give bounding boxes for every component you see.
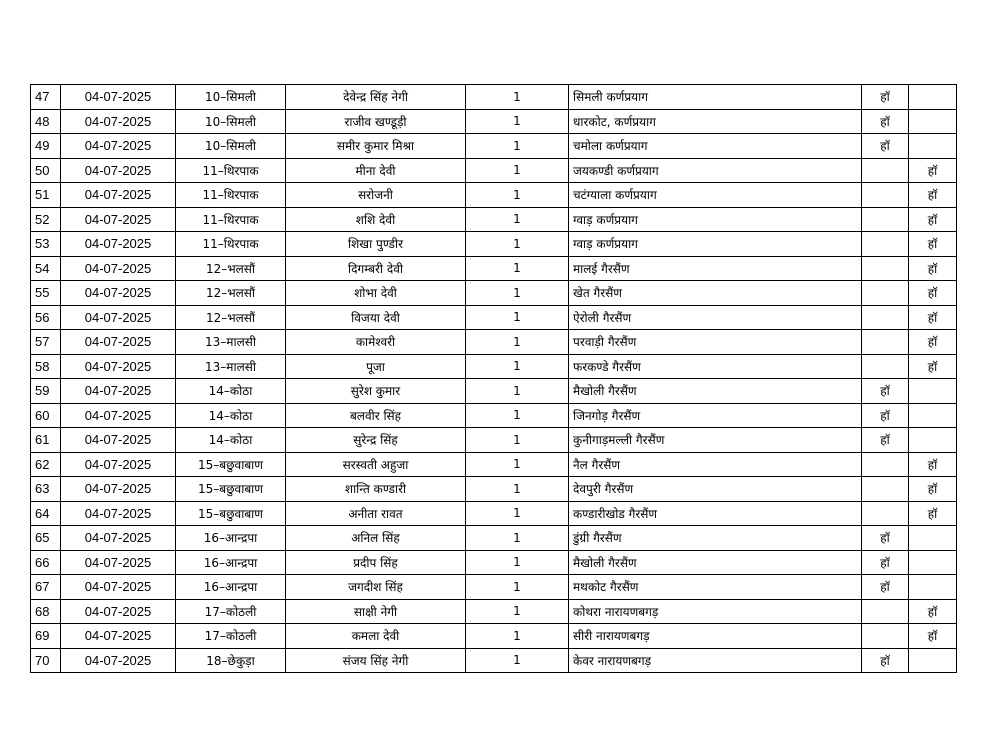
person-name-cell: सरोजनी [286, 183, 466, 208]
date-cell: 04-07-2025 [61, 624, 176, 649]
date-cell: 04-07-2025 [61, 428, 176, 453]
table-row [31, 599, 957, 624]
serial-number-cell: 54 [31, 256, 61, 281]
count-cell: 1 [466, 501, 569, 526]
person-name-cell: मीना देवी [286, 158, 466, 183]
date-cell: 04-07-2025 [61, 85, 176, 110]
yes-column-1-cell: हॉ [862, 379, 909, 404]
yes-column-2-cell [909, 648, 957, 673]
date-cell: 04-07-2025 [61, 256, 176, 281]
yes-column-1-cell: हॉ [862, 526, 909, 551]
date-cell: 04-07-2025 [61, 575, 176, 600]
count-cell: 1 [466, 109, 569, 134]
date-cell: 04-07-2025 [61, 648, 176, 673]
serial-number-cell: 65 [31, 526, 61, 551]
yes-column-1-cell [862, 207, 909, 232]
table-row [31, 501, 957, 526]
date-cell: 04-07-2025 [61, 232, 176, 257]
location-cell: खेत गैरसैंण [569, 281, 862, 306]
yes-column-1-cell [862, 477, 909, 502]
yes-column-2-cell [909, 575, 957, 600]
records-table-body [31, 85, 957, 673]
yes-column-1-cell [862, 354, 909, 379]
person-name-cell: देवेन्द्र सिंह नेगी [286, 85, 466, 110]
yes-column-2-cell [909, 85, 957, 110]
person-name-cell: प्रदीप सिंह [286, 550, 466, 575]
booth-cell: 17–कोठली [176, 599, 286, 624]
count-cell: 1 [466, 134, 569, 159]
person-name-cell: कमला देवी [286, 624, 466, 649]
person-name-cell: समीर कुमार मिश्रा [286, 134, 466, 159]
yes-column-1-cell [862, 158, 909, 183]
booth-cell: 14–कोठा [176, 379, 286, 404]
yes-column-1-cell: हॉ [862, 403, 909, 428]
person-name-cell: शोभा देवी [286, 281, 466, 306]
count-cell: 1 [466, 379, 569, 404]
yes-column-2-cell: हॉ [909, 232, 957, 257]
person-name-cell: संजय सिंह नेगी [286, 648, 466, 673]
count-cell: 1 [466, 354, 569, 379]
yes-column-1-cell: हॉ [862, 550, 909, 575]
yes-column-2-cell: हॉ [909, 183, 957, 208]
location-cell: केवर नारायणबगड़ [569, 648, 862, 673]
booth-cell: 15–बछुवाबाण [176, 452, 286, 477]
table-row [31, 428, 957, 453]
count-cell: 1 [466, 575, 569, 600]
serial-number-cell: 70 [31, 648, 61, 673]
booth-cell: 11–थिरपाक [176, 207, 286, 232]
serial-number-cell: 50 [31, 158, 61, 183]
date-cell: 04-07-2025 [61, 207, 176, 232]
booth-cell: 16–आन्द्रपा [176, 575, 286, 600]
person-name-cell: विजया देवी [286, 305, 466, 330]
location-cell: मथकोट गैरसैंण [569, 575, 862, 600]
location-cell: ग्वाड़ कर्णप्रयाग [569, 232, 862, 257]
yes-column-2-cell: हॉ [909, 256, 957, 281]
table-row [31, 550, 957, 575]
location-cell: जयकण्डी कर्णप्रयाग [569, 158, 862, 183]
date-cell: 04-07-2025 [61, 452, 176, 477]
serial-number-cell: 53 [31, 232, 61, 257]
location-cell: परवाड़ी गैरसैंण [569, 330, 862, 355]
table-row [31, 330, 957, 355]
count-cell: 1 [466, 599, 569, 624]
date-cell: 04-07-2025 [61, 330, 176, 355]
table-row [31, 109, 957, 134]
date-cell: 04-07-2025 [61, 403, 176, 428]
yes-column-2-cell: हॉ [909, 158, 957, 183]
person-name-cell: बलवीर सिंह [286, 403, 466, 428]
yes-column-1-cell [862, 232, 909, 257]
location-cell: नैल गैरसैंण [569, 452, 862, 477]
location-cell: मालई गैरसैंण [569, 256, 862, 281]
count-cell: 1 [466, 232, 569, 257]
yes-column-1-cell [862, 305, 909, 330]
yes-column-2-cell [909, 526, 957, 551]
date-cell: 04-07-2025 [61, 305, 176, 330]
table-row [31, 452, 957, 477]
serial-number-cell: 67 [31, 575, 61, 600]
booth-cell: 15–बछुवाबाण [176, 501, 286, 526]
records-table [30, 84, 957, 673]
yes-column-2-cell [909, 379, 957, 404]
yes-column-1-cell: हॉ [862, 575, 909, 600]
date-cell: 04-07-2025 [61, 134, 176, 159]
serial-number-cell: 56 [31, 305, 61, 330]
yes-column-2-cell: हॉ [909, 330, 957, 355]
yes-column-1-cell [862, 501, 909, 526]
yes-column-1-cell: हॉ [862, 134, 909, 159]
person-name-cell: शिखा पुण्डीर [286, 232, 466, 257]
table-row [31, 354, 957, 379]
yes-column-1-cell [862, 183, 909, 208]
location-cell: ऐरोली गैरसैंण [569, 305, 862, 330]
booth-cell: 12–भलसौं [176, 281, 286, 306]
date-cell: 04-07-2025 [61, 281, 176, 306]
date-cell: 04-07-2025 [61, 526, 176, 551]
count-cell: 1 [466, 330, 569, 355]
table-row [31, 281, 957, 306]
table-row [31, 134, 957, 159]
booth-cell: 18–छेकुड़ा [176, 648, 286, 673]
table-row [31, 624, 957, 649]
person-name-cell: राजीव खण्डूड़ी [286, 109, 466, 134]
serial-number-cell: 60 [31, 403, 61, 428]
location-cell: डुंग्री गैरसैंण [569, 526, 862, 551]
location-cell: कोथरा नारायणबगड़ [569, 599, 862, 624]
person-name-cell: सुरेन्द्र सिंह [286, 428, 466, 453]
location-cell: सीरी नारायणबगड़ [569, 624, 862, 649]
count-cell: 1 [466, 648, 569, 673]
table-row [31, 477, 957, 502]
yes-column-2-cell [909, 109, 957, 134]
booth-cell: 12–भलसौं [176, 256, 286, 281]
location-cell: कुनीगाड़मल्ली गैरसैंण [569, 428, 862, 453]
location-cell: धारकोट, कर्णप्रयाग [569, 109, 862, 134]
serial-number-cell: 49 [31, 134, 61, 159]
booth-cell: 14–कोठा [176, 428, 286, 453]
yes-column-1-cell: हॉ [862, 428, 909, 453]
yes-column-1-cell: हॉ [862, 109, 909, 134]
booth-cell: 14–कोठा [176, 403, 286, 428]
table-row [31, 158, 957, 183]
person-name-cell: जगदीश सिंह [286, 575, 466, 600]
yes-column-2-cell [909, 403, 957, 428]
person-name-cell: सरस्वती अहुजा [286, 452, 466, 477]
date-cell: 04-07-2025 [61, 379, 176, 404]
yes-column-2-cell [909, 134, 957, 159]
yes-column-2-cell: हॉ [909, 477, 957, 502]
booth-cell: 15–बछुवाबाण [176, 477, 286, 502]
yes-column-2-cell [909, 428, 957, 453]
yes-column-1-cell [862, 599, 909, 624]
location-cell: सिमली कर्णप्रयाग [569, 85, 862, 110]
table-row [31, 256, 957, 281]
person-name-cell: सुरेश कुमार [286, 379, 466, 404]
location-cell: फरकण्डे गैरसैंण [569, 354, 862, 379]
booth-cell: 13–मालसी [176, 330, 286, 355]
person-name-cell: अनीता रावत [286, 501, 466, 526]
count-cell: 1 [466, 256, 569, 281]
booth-cell: 17–कोठली [176, 624, 286, 649]
date-cell: 04-07-2025 [61, 158, 176, 183]
yes-column-1-cell [862, 281, 909, 306]
serial-number-cell: 64 [31, 501, 61, 526]
serial-number-cell: 58 [31, 354, 61, 379]
yes-column-2-cell: हॉ [909, 354, 957, 379]
booth-cell: 13–मालसी [176, 354, 286, 379]
count-cell: 1 [466, 158, 569, 183]
count-cell: 1 [466, 183, 569, 208]
booth-cell: 10–सिमली [176, 109, 286, 134]
location-cell: देवपुरी गैरसैंण [569, 477, 862, 502]
serial-number-cell: 52 [31, 207, 61, 232]
date-cell: 04-07-2025 [61, 109, 176, 134]
serial-number-cell: 55 [31, 281, 61, 306]
yes-column-1-cell [862, 330, 909, 355]
table-row [31, 526, 957, 551]
yes-column-1-cell [862, 256, 909, 281]
booth-cell: 16–आन्द्रपा [176, 526, 286, 551]
serial-number-cell: 62 [31, 452, 61, 477]
serial-number-cell: 69 [31, 624, 61, 649]
person-name-cell: शशि देवी [286, 207, 466, 232]
count-cell: 1 [466, 550, 569, 575]
yes-column-1-cell [862, 624, 909, 649]
person-name-cell: दिगम्बरी देवी [286, 256, 466, 281]
serial-number-cell: 68 [31, 599, 61, 624]
location-cell: मैखोली गैरसैंण [569, 550, 862, 575]
table-row [31, 207, 957, 232]
yes-column-2-cell: हॉ [909, 207, 957, 232]
location-cell: ग्वाड़ कर्णप्रयाग [569, 207, 862, 232]
booth-cell: 12–भलसौं [176, 305, 286, 330]
person-name-cell: साक्षी नेगी [286, 599, 466, 624]
date-cell: 04-07-2025 [61, 501, 176, 526]
yes-column-2-cell: हॉ [909, 281, 957, 306]
count-cell: 1 [466, 624, 569, 649]
serial-number-cell: 66 [31, 550, 61, 575]
booth-cell: 16–आन्द्रपा [176, 550, 286, 575]
date-cell: 04-07-2025 [61, 477, 176, 502]
count-cell: 1 [466, 281, 569, 306]
serial-number-cell: 51 [31, 183, 61, 208]
location-cell: जिनगोड़ गैरसैंण [569, 403, 862, 428]
serial-number-cell: 48 [31, 109, 61, 134]
serial-number-cell: 59 [31, 379, 61, 404]
table-row [31, 85, 957, 110]
booth-cell: 11–थिरपाक [176, 158, 286, 183]
date-cell: 04-07-2025 [61, 550, 176, 575]
booth-cell: 10–सिमली [176, 85, 286, 110]
location-cell: चटंग्याला कर्णप्रयाग [569, 183, 862, 208]
booth-cell: 10–सिमली [176, 134, 286, 159]
count-cell: 1 [466, 403, 569, 428]
yes-column-2-cell [909, 550, 957, 575]
table-row [31, 575, 957, 600]
table-row [31, 305, 957, 330]
yes-column-1-cell: हॉ [862, 648, 909, 673]
count-cell: 1 [466, 526, 569, 551]
person-name-cell: कामेश्वरी [286, 330, 466, 355]
person-name-cell: अनिल सिंह [286, 526, 466, 551]
location-cell: मैखोली गैरसैंण [569, 379, 862, 404]
count-cell: 1 [466, 305, 569, 330]
yes-column-2-cell: हॉ [909, 452, 957, 477]
person-name-cell: शान्ति कण्डारी [286, 477, 466, 502]
yes-column-2-cell: हॉ [909, 624, 957, 649]
serial-number-cell: 61 [31, 428, 61, 453]
table-row [31, 379, 957, 404]
yes-column-2-cell: हॉ [909, 599, 957, 624]
person-name-cell: पूजा [286, 354, 466, 379]
table-row [31, 648, 957, 673]
yes-column-1-cell: हॉ [862, 85, 909, 110]
location-cell: चमोला कर्णप्रयाग [569, 134, 862, 159]
location-cell: कण्डारीखोड गैरसैंण [569, 501, 862, 526]
booth-cell: 11–थिरपाक [176, 183, 286, 208]
date-cell: 04-07-2025 [61, 183, 176, 208]
count-cell: 1 [466, 85, 569, 110]
serial-number-cell: 47 [31, 85, 61, 110]
booth-cell: 11–थिरपाक [176, 232, 286, 257]
table-row [31, 183, 957, 208]
count-cell: 1 [466, 207, 569, 232]
yes-column-2-cell: हॉ [909, 305, 957, 330]
table-row [31, 232, 957, 257]
table-row [31, 403, 957, 428]
date-cell: 04-07-2025 [61, 354, 176, 379]
count-cell: 1 [466, 452, 569, 477]
serial-number-cell: 63 [31, 477, 61, 502]
count-cell: 1 [466, 477, 569, 502]
serial-number-cell: 57 [31, 330, 61, 355]
yes-column-2-cell: हॉ [909, 501, 957, 526]
count-cell: 1 [466, 428, 569, 453]
yes-column-1-cell [862, 452, 909, 477]
date-cell: 04-07-2025 [61, 599, 176, 624]
